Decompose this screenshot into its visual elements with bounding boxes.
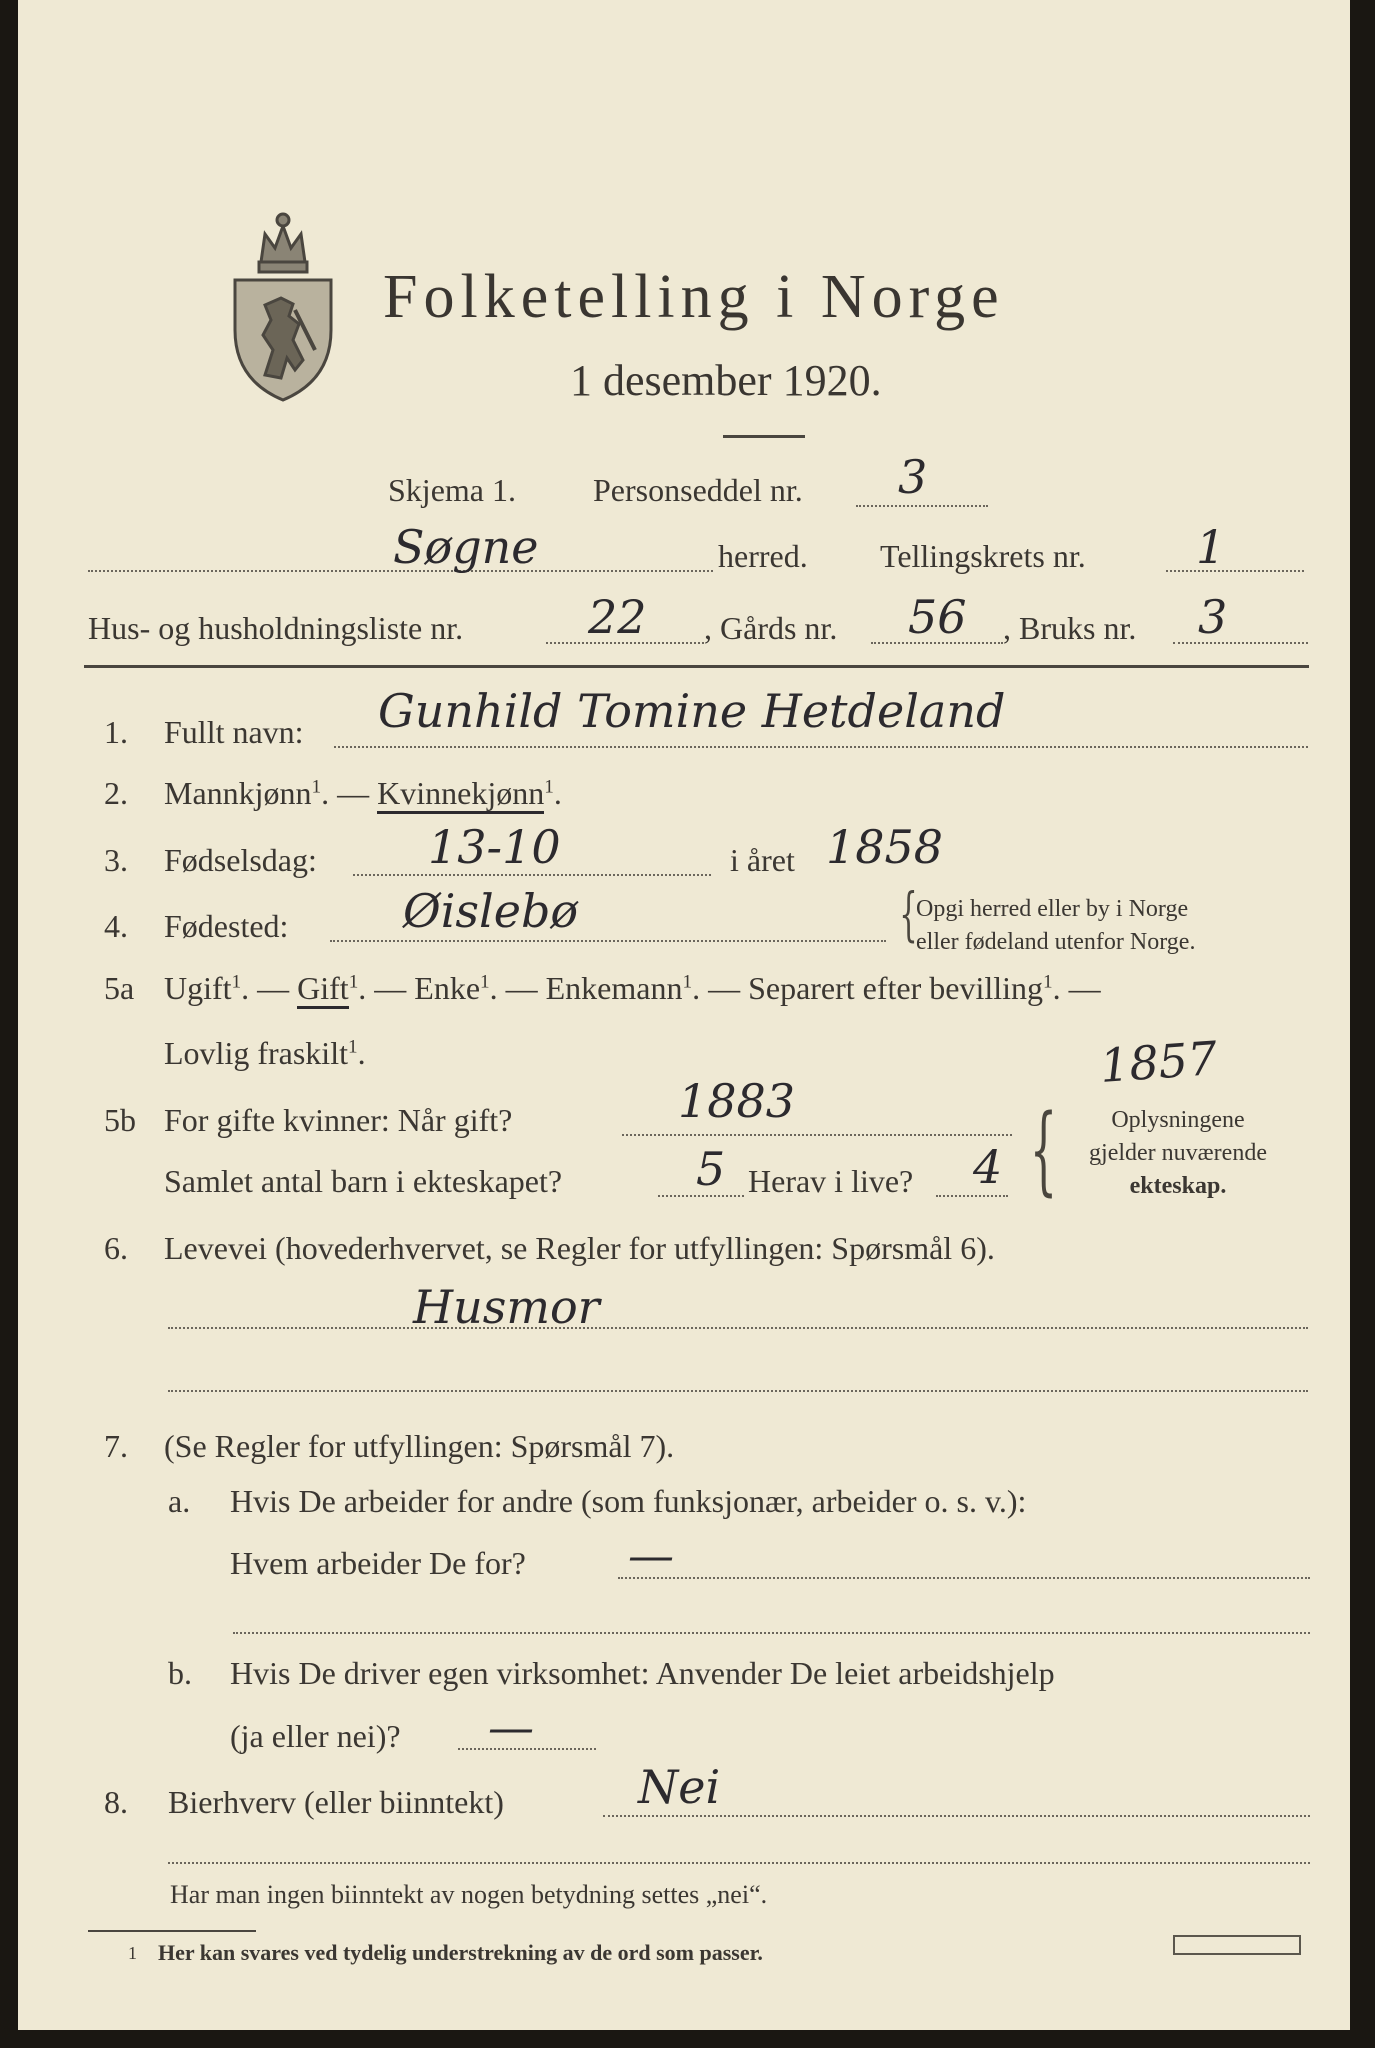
q2-mann: Mannkjønn — [164, 775, 312, 811]
q7b-number: b. — [168, 1655, 192, 1691]
q7a-field-line1 — [618, 1577, 1310, 1579]
q7b-value: — — [488, 1700, 534, 1754]
q5a-end: . — — [1052, 970, 1101, 1006]
q5b-label2: Samlet antal barn i ekteskapet? — [164, 1163, 563, 1199]
hus-label: Hus- og husholdningsliste nr. — [88, 610, 464, 646]
q5b-field-line3 — [936, 1195, 1008, 1197]
q5a-number: 5a — [104, 970, 135, 1006]
q7a-label: Hvis De arbeider for andre (som funksjonær, arbeider o. s. v.): — [230, 1483, 1027, 1519]
q2-sup-2: 1 — [544, 776, 554, 798]
q5a-sup-4: 1 — [682, 971, 693, 993]
q4-number: 4. — [104, 908, 128, 944]
q3-field-line — [353, 874, 711, 876]
q3-year-label: i året — [730, 842, 795, 878]
q5a-sup-5: 1 — [1043, 971, 1053, 993]
q4-note — [916, 893, 1195, 959]
q1-value: Gunhild Tomine Hetdeland — [378, 684, 1006, 738]
q8-label: Bierhverv (eller biinntekt) — [168, 1784, 504, 1820]
q3-value: 13-10 — [428, 820, 561, 874]
form-title: Folketelling i Norge — [383, 263, 1005, 331]
printer-stamp-icon — [1173, 1935, 1301, 1955]
q5a-sup-2: 1 — [348, 971, 359, 993]
q7-label: (Se Regler for utfyllingen: Spørsmål 7). — [164, 1428, 675, 1464]
q1-label: Fullt navn: — [164, 714, 304, 750]
q5a-line2 — [164, 1035, 366, 1072]
q2-kvinne: Kvinnekjønn — [377, 775, 544, 814]
q1-number: 1. — [104, 714, 128, 750]
q5b-value3: 4 — [973, 1140, 1003, 1194]
q8-field-line1 — [603, 1815, 1310, 1817]
q7a-field-line2 — [233, 1632, 1310, 1634]
q5b-number: 5b — [104, 1102, 136, 1138]
q8-field-line2 — [168, 1862, 1310, 1864]
q1-field-line — [334, 746, 1308, 748]
q7b-label: Hvis De driver egen virksomhet: Anvender De leiet arbeidshjelp — [230, 1655, 1055, 1691]
q5a-sup-6: 1 — [347, 1036, 358, 1058]
q8-note: Har man ingen biinntekt av nogen betydning settes „nei“. — [170, 1880, 768, 1909]
q2-number: 2. — [104, 775, 128, 811]
q5b-value2: 5 — [696, 1142, 726, 1196]
q5b-note — [1048, 1104, 1308, 1203]
q3-year-value: 1858 — [826, 820, 944, 874]
title-divider — [723, 435, 805, 438]
q5b-margin-note: 1857 — [1098, 1030, 1219, 1094]
norwegian-coat-of-arms-icon — [223, 200, 343, 405]
q3-label: Fødselsdag: — [164, 842, 317, 878]
q5a-enke: . — Enke — [358, 970, 481, 1006]
bruks-field-line — [1173, 642, 1308, 644]
q7a-label2: Hvem arbeider De for? — [230, 1545, 526, 1581]
q5a-options — [164, 970, 1101, 1007]
q5b-value1: 1883 — [678, 1074, 796, 1128]
q4-note-line1: Opgi herred eller by i Norge — [916, 896, 1189, 922]
bruks-value: 3 — [1198, 590, 1228, 644]
q6-field-line1 — [168, 1327, 1308, 1329]
q7b-label2: (ja eller nei)? — [230, 1718, 401, 1754]
gards-value: 56 — [908, 590, 967, 644]
q5a-separert: . — Separert efter bevilling — [692, 970, 1044, 1006]
q8-number: 8. — [104, 1784, 128, 1820]
personseddel-label: Personseddel nr. — [593, 472, 803, 508]
personseddel-value: 3 — [898, 450, 928, 504]
header-divider — [84, 665, 1309, 668]
q5a-enkemann: . — Enkemann — [489, 970, 683, 1006]
q4-note-line2: eller fødeland utenfor Norge. — [916, 929, 1196, 955]
q7a-value: — — [628, 1528, 674, 1582]
tellingskrets-label: Tellingskrets nr. — [880, 538, 1086, 574]
q6-field-line2 — [168, 1390, 1308, 1392]
q6-value: Husmor — [413, 1280, 600, 1334]
q8-value: Nei — [638, 1760, 721, 1814]
bruks-label: , Bruks nr. — [1003, 610, 1137, 646]
q6-number: 6. — [104, 1230, 128, 1266]
q5b-field-line1 — [622, 1134, 1012, 1136]
q4-note-brace: { — [899, 880, 918, 948]
q5b-label3: Herav i live? — [748, 1163, 914, 1199]
q5a-sup-1: 1 — [231, 971, 242, 993]
q5a-fraskilt: Lovlig fraskilt — [164, 1035, 348, 1071]
herred-value: Søgne — [393, 520, 539, 574]
q4-value: Øislebø — [403, 884, 579, 938]
tellingskrets-field-line — [1166, 570, 1304, 572]
q7a-number: a. — [168, 1483, 191, 1519]
q5a-gift: Gift — [297, 970, 349, 1009]
personseddel-field-line — [856, 505, 988, 507]
q5b-note-line2: gjelder nuværende — [1089, 1140, 1267, 1166]
q5a-ugift: Ugift — [164, 970, 232, 1006]
q4-field-line — [330, 940, 886, 942]
q5a-sup-3: 1 — [480, 971, 490, 993]
hus-value: 22 — [588, 590, 647, 644]
skjema-label: Skjema 1. — [388, 472, 516, 508]
footnote-text: Her kan svares ved tydelig understrekning av de ord som passer. — [158, 1940, 763, 1965]
census-date: 1 desember 1920. — [570, 356, 882, 405]
footnote-divider — [88, 1930, 256, 1932]
footnote-marker: 1 — [128, 1943, 137, 1963]
q7-number: 7. — [104, 1428, 128, 1464]
q2-sup-1: 1 — [311, 776, 322, 798]
q5b-note-line1: Oplysningene — [1111, 1107, 1245, 1133]
q2-end: . — [553, 775, 562, 811]
q5a-line2-end: . — [357, 1035, 366, 1071]
q4-label: Fødested: — [164, 908, 289, 944]
tellingskrets-value: 1 — [1196, 520, 1226, 574]
q6-label: Levevei (hovederhvervet, se Regler for utfyllingen: Spørsmål 6). — [164, 1230, 995, 1266]
q5b-note-line3: ekteskap. — [1129, 1173, 1227, 1199]
q5a-sep-1: . — — [241, 970, 298, 1006]
gards-label: , Gårds nr. — [704, 610, 838, 646]
q5b-label1: For gifte kvinner: Når gift? — [164, 1102, 513, 1138]
q2-options — [164, 775, 562, 812]
q3-number: 3. — [104, 842, 128, 878]
census-form-sheet — [18, 0, 1350, 2030]
q5b-note-brace: { — [1029, 1094, 1058, 1206]
q2-sep: . — — [321, 775, 378, 811]
herred-label: herred. — [718, 538, 808, 574]
